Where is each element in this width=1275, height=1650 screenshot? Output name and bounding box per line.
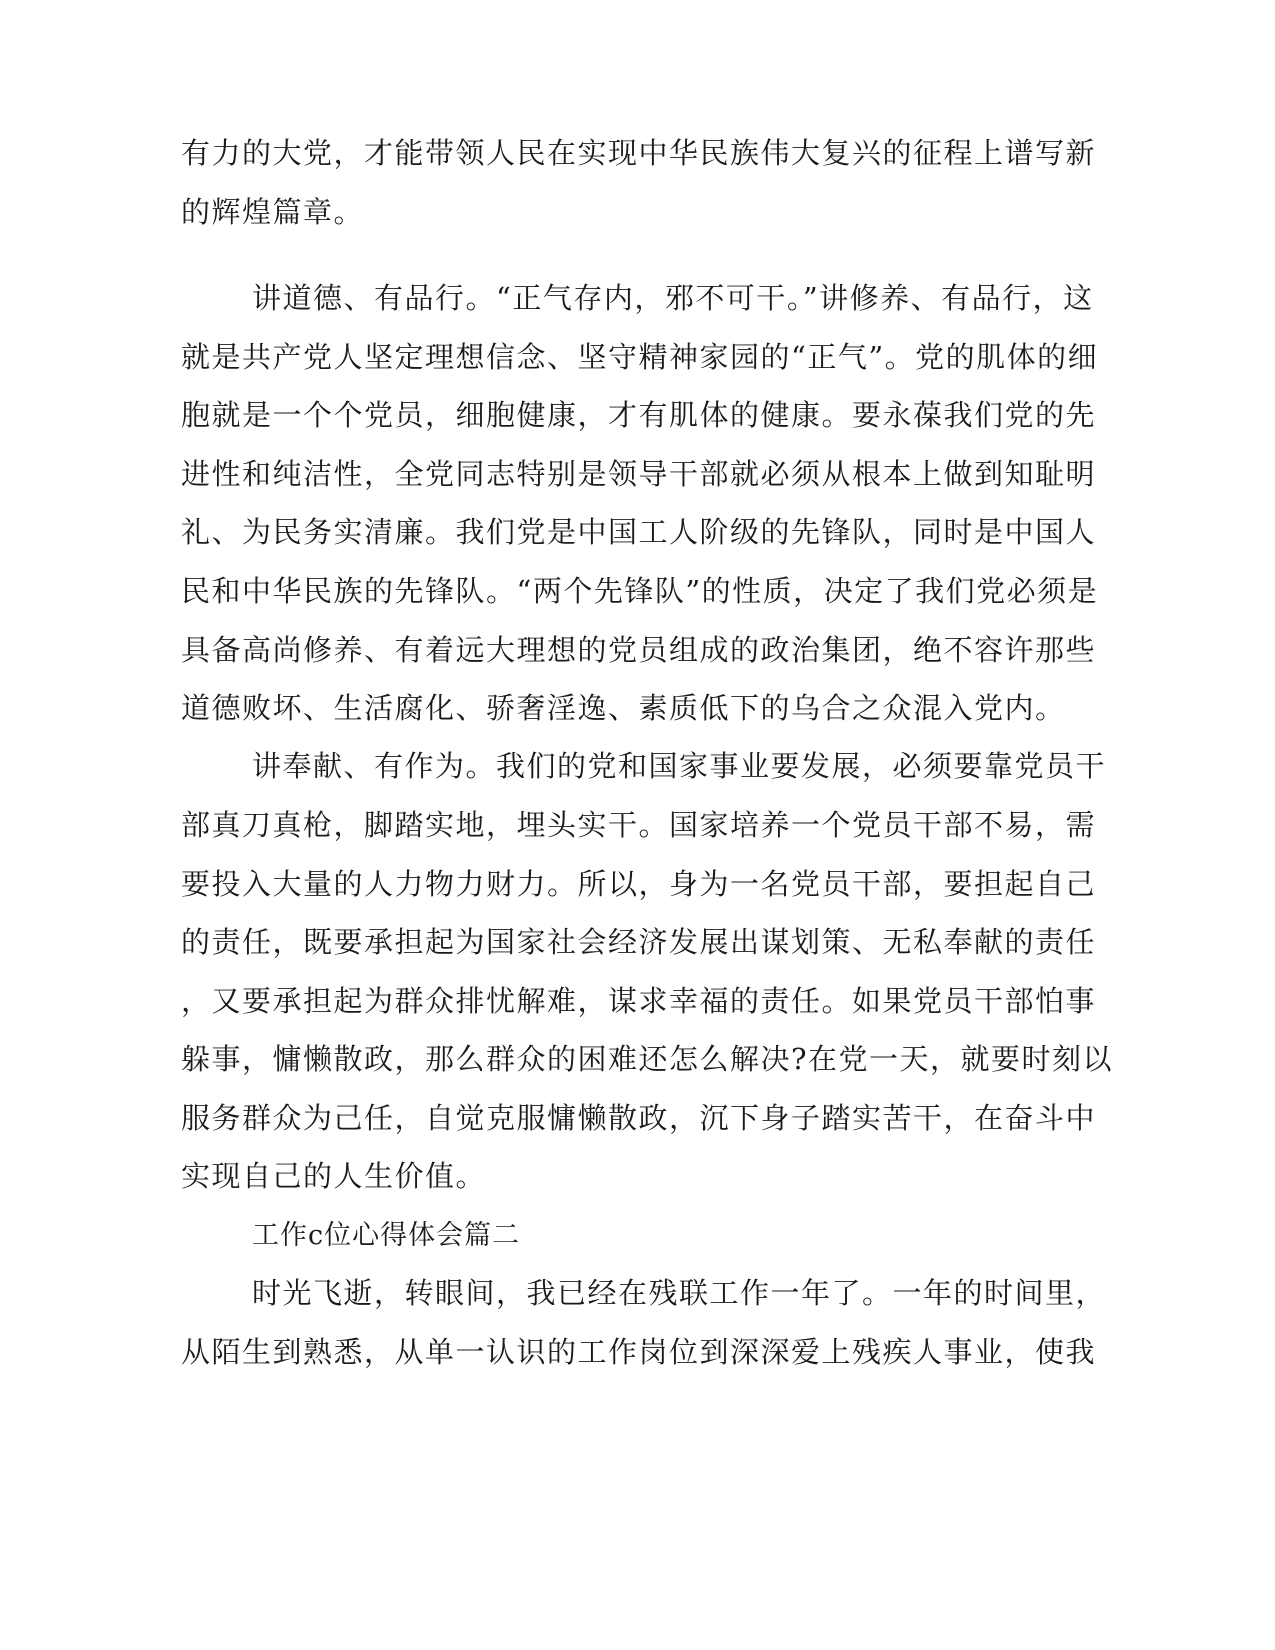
text-line: 部真刀真枪，脚踏实地，埋头实干。国家培养一个党员干部不易，需: [181, 808, 1097, 842]
text-line: 服务群众为己任，自觉克服慵懒散政，沉下身子踏实苦干，在奋斗中: [181, 1101, 1097, 1135]
text-line: 躲事，慵懒散政，那么群众的困难还怎么解决?在党一天，就要时刻以: [181, 1042, 1114, 1076]
paragraph-first-line: 讲奉献、有作为。我们的党和国家事业要发展，必须要靠党员干: [252, 749, 1107, 783]
text-line: 从陌生到熟悉，从单一认识的工作岗位到深深爱上残疾人事业，使我: [181, 1335, 1097, 1369]
text-line: ，又要承担起为群众排忧解难，谋求幸福的责任。如果党员干部怕事: [181, 984, 1097, 1018]
text-line: 进性和纯洁性，全党同志特别是领导干部就必须从根本上做到知耻明: [181, 457, 1097, 491]
text-line: 就是共产党人坚定理想信念、坚守精神家园的“正气”。党的肌体的细: [181, 340, 1099, 374]
section-heading: 工作c位心得体会篇二: [252, 1220, 521, 1251]
paragraph-first-line: 讲道德、有品行。“正气存内，邪不可干。”讲修养、有品行，这: [252, 281, 1094, 315]
text-line: 具备高尚修养、有着远大理想的党员组成的政治集团，绝不容许那些: [181, 633, 1097, 667]
text-line: 礼、为民务实清廉。我们党是中国工人阶级的先锋队，同时是中国人: [181, 515, 1097, 549]
text-line: 的责任，既要承担起为国家社会经济发展出谋划策、无私奉献的责任: [181, 925, 1097, 959]
text-line: 实现自己的人生价值。: [181, 1159, 487, 1193]
text-line: 胞就是一个个党员，细胞健康，才有肌体的健康。要永葆我们党的先: [181, 398, 1097, 432]
text-line: 有力的大党，才能带领人民在实现中华民族伟大复兴的征程上谱写新: [181, 136, 1097, 170]
text-line: 道德败坏、生活腐化、骄奢淫逸、素质低下的乌合之众混入党内。: [181, 691, 1066, 725]
text-line: 的辉煌篇章。: [181, 195, 365, 229]
text-line: 要投入大量的人力物力财力。所以，身为一名党员干部，要担起自己: [181, 867, 1097, 901]
text-line: 民和中华民族的先锋队。“两个先锋队”的性质，决定了我们党必须是: [181, 574, 1099, 608]
paragraph-first-line: 时光飞逝，转眼间，我已经在残联工作一年了。一年的时间里，: [252, 1276, 1107, 1310]
